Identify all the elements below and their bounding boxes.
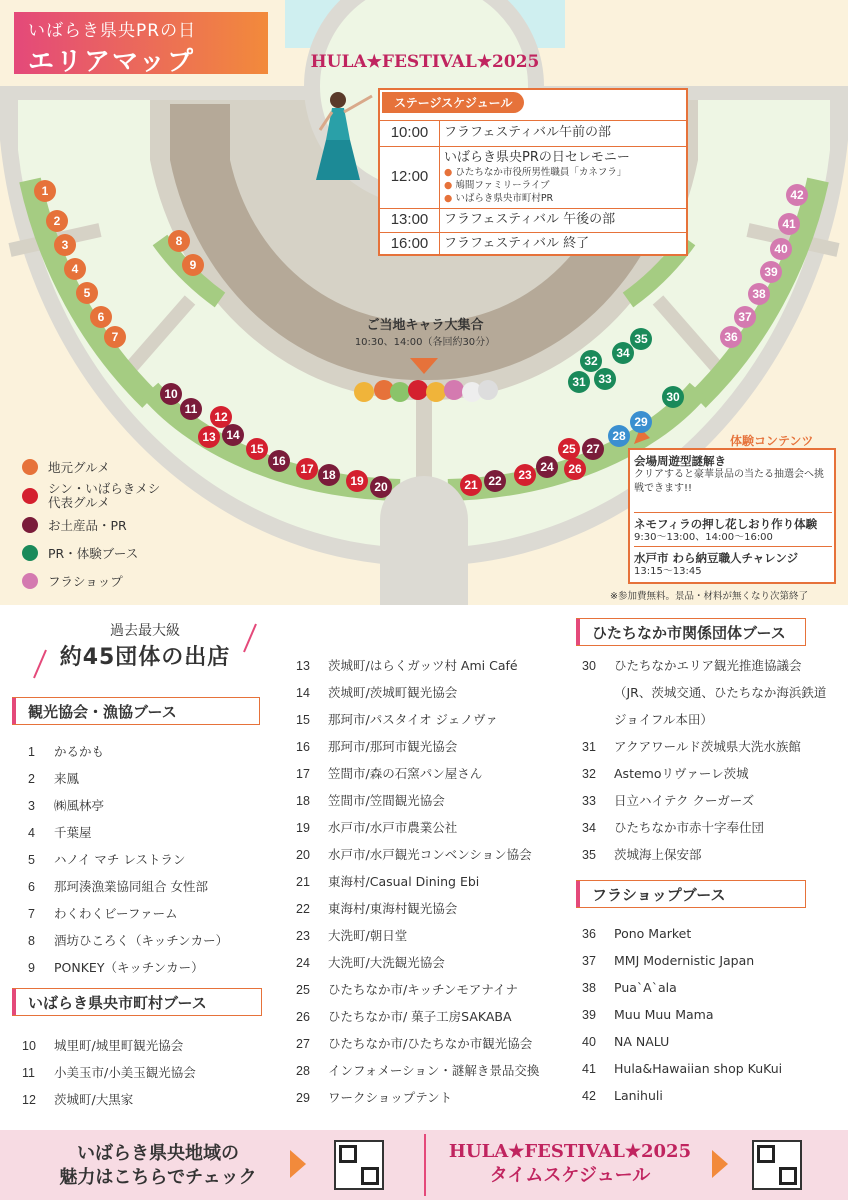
list-item: 21 東海村/Casual Dining Ebi: [296, 874, 480, 889]
legend-item: フラショップ: [22, 572, 123, 590]
booth-marker-22[interactable]: 22: [484, 470, 506, 492]
list-item: 27 ひたちなか市/ひたちなか市観光協会: [296, 1036, 533, 1051]
booth-marker-6[interactable]: 6: [90, 306, 112, 328]
legend-swatch: [22, 488, 38, 504]
booth-marker-12[interactable]: 12: [210, 406, 232, 428]
list-item: 10 城里町/城里町観光協会: [22, 1038, 184, 1053]
section-header: いばらき県央市町村ブース: [12, 988, 262, 1016]
bottom-banner: [0, 1130, 848, 1200]
stage-row: [380, 146, 686, 208]
stage-text: フラフェスティバル 終了: [444, 236, 590, 251]
title-banner: [14, 12, 268, 77]
booth-marker-15[interactable]: 15: [246, 438, 268, 460]
stage-subitem: ● 鳩間ファミリーライブ: [444, 179, 630, 192]
list-item: 28 インフォメーション・謎解き景品交換: [296, 1063, 540, 1078]
list-item: 31 アクアワールド茨城県大洗水族館: [582, 739, 801, 754]
taiken-label: 体験コンテンツ: [730, 434, 814, 448]
stage-schedule-box: [378, 88, 688, 256]
booth-marker-18[interactable]: 18: [318, 464, 340, 486]
list-item: 13 茨城町/はらくガッツ村 Ami Café: [296, 658, 518, 673]
legend-item: お土産品・PR: [22, 516, 127, 534]
taiken-item: 水戸市 わら納豆職人チャレンジ 13:15〜13:45: [634, 546, 832, 579]
list-item: 20 水戸市/水戸観光コンベンション協会: [296, 847, 532, 862]
booth-marker-31[interactable]: 31: [568, 371, 590, 393]
booth-marker-13[interactable]: 13: [198, 426, 220, 448]
list-item: （JR、茨城交通、ひたちなか海浜鉄道: [614, 685, 827, 700]
stage-row: [380, 120, 686, 146]
booth-marker-17[interactable]: 17: [296, 458, 318, 480]
booth-marker-34[interactable]: 34: [612, 342, 634, 364]
region-link-text: いばらき県央地域の 魅力はこちらでチェック: [59, 1143, 257, 1188]
list-item: 36 Pono Market: [582, 926, 692, 941]
list-item: 5 ハノイ マチ レストラン: [28, 852, 186, 867]
arrow-right-icon: [290, 1150, 306, 1178]
list-item: ジョイフル本田）: [614, 712, 713, 727]
list-item: 6 那珂湊漁業協同組合 女性部: [28, 879, 208, 894]
booth-marker-10[interactable]: 10: [160, 383, 182, 405]
booth-marker-30[interactable]: 30: [662, 386, 684, 408]
booth-marker-16[interactable]: 16: [268, 450, 290, 472]
booth-marker-20[interactable]: 20: [370, 476, 392, 498]
booth-marker-19[interactable]: 19: [346, 470, 368, 492]
list-item: 42 Lanihuli: [582, 1088, 663, 1103]
stage-text: いばらき県央PRの日セレモニー ● ひたちなか市役所男性職員「カネフラ」 ● 鳩間ファミリーライブ ● いばらき県央市町村PR: [440, 147, 630, 208]
list-item: 22 東海村/東海村観光協会: [296, 901, 458, 916]
festival-title: HULA★FESTIVAL★2025: [310, 52, 540, 72]
list-item: 32 Astemoリヴァーレ茨城: [582, 766, 749, 781]
stage-time: 13:00: [380, 209, 440, 232]
schedule-link-text: HULA★FESTIVAL★2025 タイムスケジュール: [448, 1141, 692, 1186]
legend-item: 地元グルメ: [22, 458, 110, 476]
legend-swatch: [22, 545, 38, 561]
legend-swatch: [22, 459, 38, 475]
booth-marker-24[interactable]: 24: [536, 456, 558, 478]
taiken-box: [628, 448, 836, 584]
booth-marker-14[interactable]: 14: [222, 424, 244, 446]
section-header: フラショップブース: [576, 880, 806, 908]
stage-text: フラフェスティバル 午後の部: [444, 212, 616, 227]
section-header: 観光協会・漁協ブース: [12, 697, 260, 725]
booth-marker-39[interactable]: 39: [760, 261, 782, 283]
stage-row: [380, 208, 686, 232]
booth-marker-38[interactable]: 38: [748, 283, 770, 305]
list-item: 2 来鳳: [28, 771, 80, 786]
list-item: 12 茨城町/大黒家: [22, 1092, 134, 1107]
booth-marker-7[interactable]: 7: [104, 326, 126, 348]
booth-marker-4[interactable]: 4: [64, 258, 86, 280]
booth-marker-9[interactable]: 9: [182, 254, 204, 276]
booth-marker-1[interactable]: 1: [34, 180, 56, 202]
booth-marker-26[interactable]: 26: [564, 458, 586, 480]
chara-event: [344, 314, 506, 358]
stage-time: 10:00: [380, 121, 440, 146]
booth-marker-23[interactable]: 23: [514, 464, 536, 486]
chara-title: ご当地キャラ大集合: [366, 318, 484, 333]
stage-time: 12:00: [380, 147, 440, 208]
list-item: 14 茨城町/茨城町観光協会: [296, 685, 458, 700]
list-item: 1 かるかも: [28, 744, 105, 759]
list-item: 35 茨城海上保安部: [582, 847, 702, 862]
list-item: 4 千葉屋: [28, 825, 92, 840]
legend-swatch: [22, 517, 38, 533]
booth-marker-5[interactable]: 5: [76, 282, 98, 304]
list-item: 29 ワークショップテント: [296, 1090, 453, 1105]
list-item: 9 PONKEY（キッチンカー）: [28, 960, 204, 975]
list-item: 17 笠間市/森の石窯パン屋さん: [296, 766, 483, 781]
title-subtitle: いばらき県央PRの日: [28, 21, 197, 41]
booth-marker-8[interactable]: 8: [168, 230, 190, 252]
stage-subitem: ● いばらき県央市町村PR: [444, 192, 630, 205]
booth-marker-2[interactable]: 2: [46, 210, 68, 232]
booth-marker-42[interactable]: 42: [786, 184, 808, 206]
qr-code-region[interactable]: [334, 1140, 384, 1190]
list-item: 19 水戸市/水戸市農業公社: [296, 820, 458, 835]
taiken-item: 会場周遊型謎解き クリアすると豪華景品の当たる抽選会へ挑戦できます!!: [634, 454, 824, 494]
legend-swatch: [22, 573, 38, 589]
list-item: 24 大洗町/大洗観光協会: [296, 955, 445, 970]
stage-subitem: ● ひたちなか市役所男性職員「カネフラ」: [444, 166, 630, 179]
list-item: 18 笠間市/笠間観光協会: [296, 793, 445, 808]
list-item: 16 那珂市/那珂市観光協会: [296, 739, 458, 754]
list-item: 39 Muu Muu Mama: [582, 1007, 714, 1022]
section-header: ひたちなか市関係団体ブース: [576, 618, 806, 646]
stats-sub: 過去最大級: [110, 623, 180, 639]
booth-marker-21[interactable]: 21: [460, 474, 482, 496]
list-item: 33 日立ハイテク クーガーズ: [582, 793, 755, 808]
list-item: 38 Pua`A`ala: [582, 980, 677, 995]
stats-main: 約45団体の出店: [59, 645, 231, 670]
list-item: 8 酒坊ひころく（キッチンカー）: [28, 933, 229, 948]
stage-time: 16:00: [380, 233, 440, 254]
booth-marker-36[interactable]: 36: [720, 326, 742, 348]
booth-marker-3[interactable]: 3: [54, 234, 76, 256]
arrow-right-icon: [712, 1150, 728, 1178]
booth-marker-27[interactable]: 27: [582, 438, 604, 460]
booth-marker-40[interactable]: 40: [770, 238, 792, 260]
stage-row: [380, 232, 686, 254]
stage-schedule-heading: ステージスケジュール: [382, 92, 524, 113]
qr-code-schedule[interactable]: [752, 1140, 802, 1190]
list-item: 37 MMJ Modernistic Japan: [582, 953, 755, 968]
list-item: 41 Hula&Hawaiian shop KuKui: [582, 1061, 783, 1076]
booth-marker-29[interactable]: 29: [630, 411, 652, 433]
list-item: 30 ひたちなかエリア観光推進協議会: [582, 658, 802, 673]
list-item: 11 小美玉市/小美玉観光協会: [22, 1065, 196, 1080]
stats-box: [20, 620, 270, 682]
list-item: 34 ひたちなか市赤十字奉仕団: [582, 820, 765, 835]
list-item: 3 ㈱風林亭: [28, 798, 105, 813]
booth-marker-32[interactable]: 32: [580, 350, 602, 372]
stage-text: フラフェスティバル午前の部: [444, 125, 612, 140]
taiken-item: ネモフィラの押し花しおり作り体験 9:30〜13:00、14:00〜16:00: [634, 512, 832, 545]
booth-marker-28[interactable]: 28: [608, 425, 630, 447]
booth-marker-11[interactable]: 11: [180, 398, 202, 420]
list-item: 40 NA NALU: [582, 1034, 670, 1049]
list-item: 25 ひたちなか市/キッチンモアナイナ: [296, 982, 518, 997]
booth-marker-25[interactable]: 25: [558, 438, 580, 460]
legend-item: PR・体験ブース: [22, 544, 138, 562]
list-item: 15 那珂市/パスタイオ ジェノヴァ: [296, 712, 498, 727]
booth-marker-35[interactable]: 35: [630, 328, 652, 350]
divider: [424, 1134, 426, 1196]
booth-marker-33[interactable]: 33: [594, 368, 616, 390]
list-item: 26 ひたちなか市/ 菓子工房SAKABA: [296, 1009, 512, 1024]
stats-bracket: [20, 620, 270, 682]
taiken-note: ※参加費無料。景品・材料が無くなり次第終了: [610, 591, 808, 602]
booth-marker-37[interactable]: 37: [734, 306, 756, 328]
chara-time: 10:30、14:00（各回約30分）: [354, 337, 496, 348]
list-item: 23 大洗町/朝日堂: [296, 928, 408, 943]
list-item: 7 わくわくビーファーム: [28, 906, 178, 921]
title-main: エリアマップ: [28, 47, 195, 77]
legend-item: シン・いばらきメシ 代表グルメ: [22, 482, 160, 510]
booth-marker-41[interactable]: 41: [778, 213, 800, 235]
